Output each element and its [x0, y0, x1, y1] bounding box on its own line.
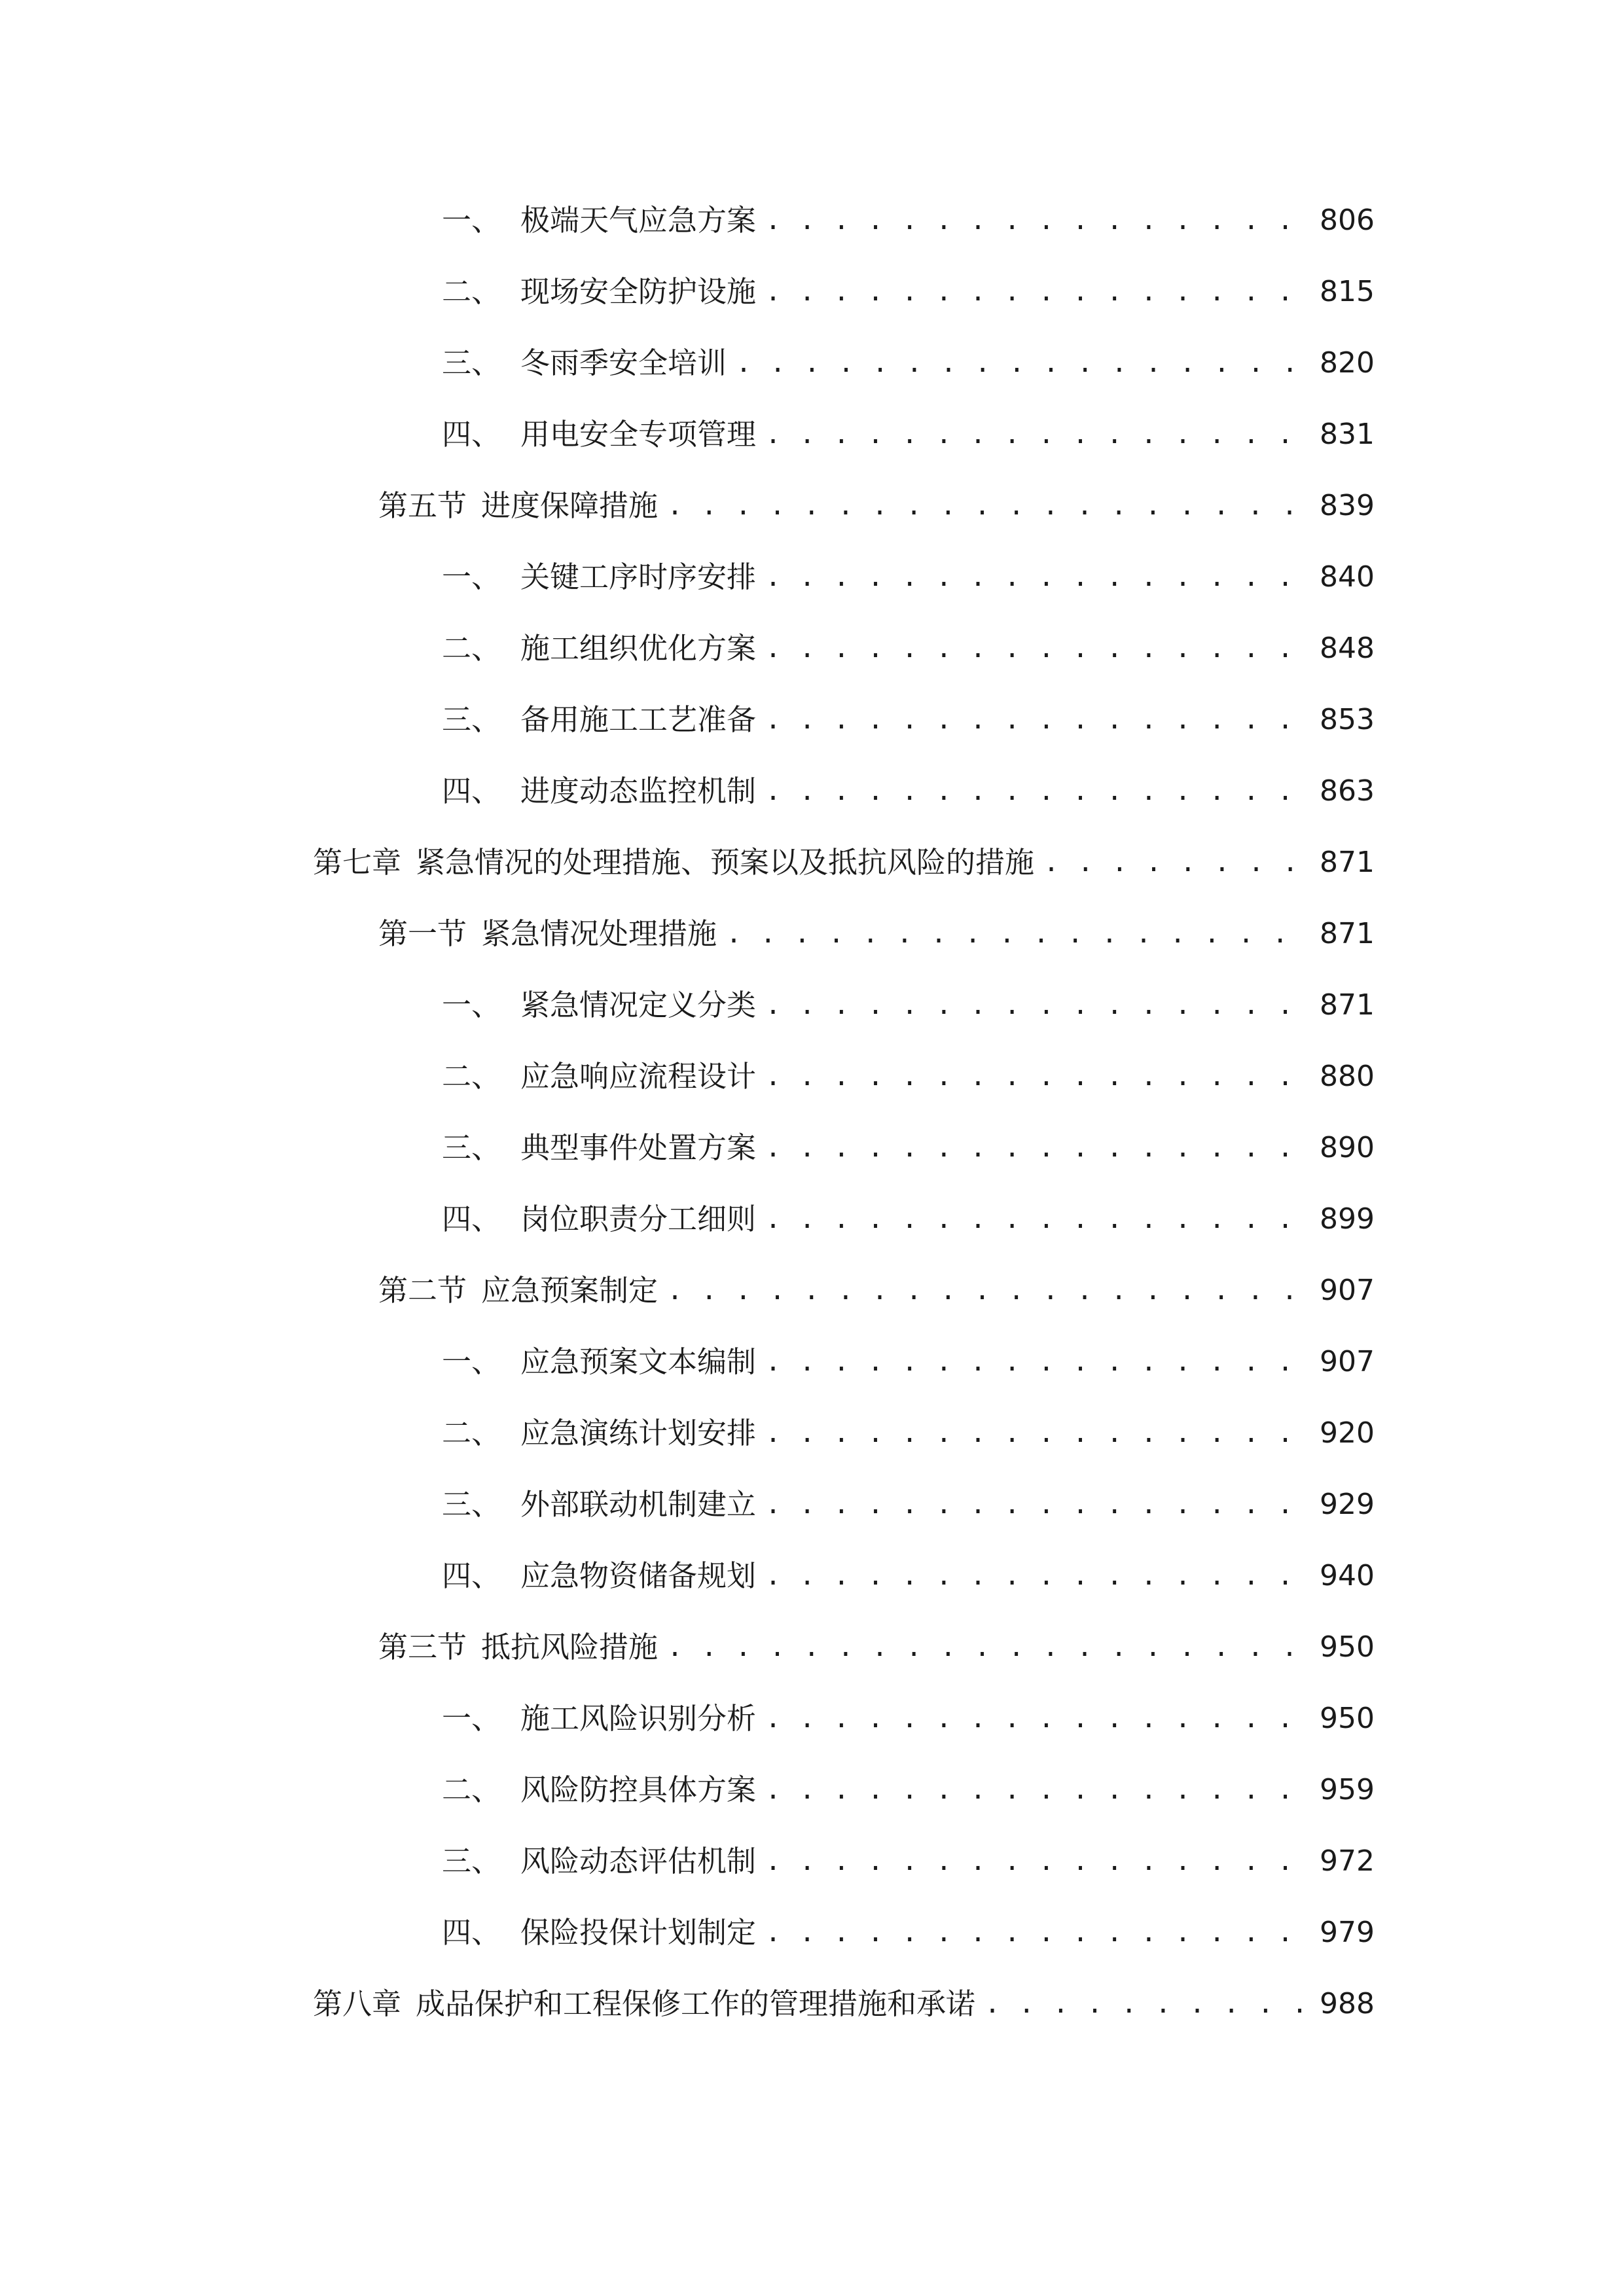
- page-number: 840: [1320, 560, 1375, 594]
- toc-entry[interactable]: [313, 836, 1375, 889]
- toc-entry[interactable]: [378, 1621, 1375, 1674]
- entry-number: 三、: [442, 702, 501, 737]
- toc-entry[interactable]: [378, 1265, 1375, 1317]
- dot-leader: [765, 1550, 1307, 1602]
- entry-title: 外部联动机制建立: [520, 1487, 757, 1522]
- entry-title: 岗位职责分工细则: [520, 1202, 757, 1236]
- page-number: 899: [1320, 1202, 1375, 1236]
- entry-number: 第二节: [378, 1273, 467, 1308]
- entry-number: 四、: [442, 1915, 501, 1950]
- entry-title: 紧急情况定义分类: [520, 988, 757, 1022]
- entry-title: 极端天气应急方案: [520, 203, 757, 238]
- entry-title: 紧急情况的处理措施、预案以及抵抗风险的措施: [416, 845, 1035, 880]
- entry-number: 一、: [442, 203, 501, 238]
- toc-entry[interactable]: [442, 979, 1375, 1031]
- entry-title: 施工组织优化方案: [520, 631, 757, 666]
- page-number: 920: [1320, 1416, 1375, 1450]
- dot-leader: [765, 1193, 1307, 1246]
- entry-number: 第一节: [378, 916, 467, 951]
- entry-number: 一、: [442, 1344, 501, 1379]
- entry-number: 三、: [442, 1487, 501, 1522]
- dot-leader: [765, 1050, 1307, 1103]
- entry-number: 第三节: [378, 1630, 467, 1664]
- dot-leader: [765, 622, 1307, 675]
- dot-leader: [765, 1336, 1307, 1388]
- entry-number: 四、: [442, 1202, 501, 1236]
- dot-leader: [726, 908, 1307, 960]
- entry-title: 保险投保计划制定: [520, 1915, 757, 1950]
- dot-leader: [984, 1978, 1307, 2030]
- page-number: 831: [1320, 418, 1375, 451]
- dot-leader: [667, 1621, 1307, 1674]
- toc-entry[interactable]: [442, 337, 1375, 389]
- toc-entry[interactable]: [442, 765, 1375, 817]
- page-number: 959: [1320, 1773, 1375, 1806]
- toc-entry[interactable]: [442, 1835, 1375, 1888]
- dot-leader: [765, 1479, 1307, 1531]
- dot-leader: [765, 194, 1307, 247]
- entry-title: 应急响应流程设计: [520, 1059, 757, 1094]
- entry-title: 用电安全专项管理: [520, 417, 757, 452]
- entry-number: 四、: [442, 774, 501, 808]
- entry-title: 进度保障措施: [481, 488, 659, 523]
- entry-title: 应急物资储备规划: [520, 1558, 757, 1593]
- dot-leader: [765, 1122, 1307, 1174]
- toc-entry[interactable]: [442, 1764, 1375, 1816]
- page-number: 871: [1320, 917, 1375, 950]
- entry-title: 现场安全防护设施: [520, 274, 757, 309]
- dot-leader: [765, 266, 1307, 318]
- page-number: 863: [1320, 774, 1375, 808]
- dot-leader: [765, 765, 1307, 817]
- toc-entry[interactable]: [442, 266, 1375, 318]
- entry-title: 风险防控具体方案: [520, 1772, 757, 1807]
- entry-title: 典型事件处置方案: [520, 1130, 757, 1165]
- entry-number: 一、: [442, 1701, 501, 1736]
- dot-leader: [765, 979, 1307, 1031]
- dot-leader: [765, 1835, 1307, 1888]
- toc-entry[interactable]: [378, 480, 1375, 532]
- entry-number: 一、: [442, 988, 501, 1022]
- entry-title: 应急预案文本编制: [520, 1344, 757, 1379]
- entry-title: 冬雨季安全培训: [520, 346, 727, 380]
- dot-leader: [765, 551, 1307, 603]
- entry-number: 三、: [442, 1844, 501, 1878]
- page-number: 929: [1320, 1488, 1375, 1521]
- page-number: 950: [1320, 1630, 1375, 1664]
- page-number: 820: [1320, 346, 1375, 380]
- toc-entry[interactable]: [442, 408, 1375, 461]
- entry-title: 抵抗风险措施: [481, 1630, 659, 1664]
- toc-entry[interactable]: [442, 622, 1375, 675]
- toc-entry[interactable]: [442, 1550, 1375, 1602]
- dot-leader: [736, 337, 1307, 389]
- toc-entry[interactable]: [442, 551, 1375, 603]
- toc-entry[interactable]: [442, 1122, 1375, 1174]
- toc-entry[interactable]: [442, 1479, 1375, 1531]
- page-number: 972: [1320, 1844, 1375, 1878]
- dot-leader: [765, 1764, 1307, 1816]
- toc-entry[interactable]: [442, 694, 1375, 746]
- toc-entry[interactable]: [442, 1193, 1375, 1246]
- page-number: 848: [1320, 632, 1375, 665]
- page-number: 871: [1320, 846, 1375, 879]
- dot-leader: [1043, 836, 1307, 889]
- page-number: 988: [1320, 1987, 1375, 2020]
- dot-leader: [765, 1407, 1307, 1460]
- page-number: 806: [1320, 204, 1375, 237]
- entry-title: 风险动态评估机制: [520, 1844, 757, 1878]
- page-number: 950: [1320, 1702, 1375, 1735]
- entry-title: 施工风险识别分析: [520, 1701, 757, 1736]
- entry-title: 关键工序时序安排: [520, 560, 757, 594]
- dot-leader: [765, 1907, 1307, 1959]
- entry-title: 应急预案制定: [481, 1273, 659, 1308]
- entry-title: 进度动态监控机制: [520, 774, 757, 808]
- entry-number: 四、: [442, 417, 501, 452]
- entry-title: 紧急情况处理措施: [481, 916, 717, 951]
- entry-title: 备用施工工艺准备: [520, 702, 757, 737]
- entry-number: 二、: [442, 1772, 501, 1807]
- page-number: 907: [1320, 1345, 1375, 1378]
- page-number: 839: [1320, 489, 1375, 522]
- entry-number: 第七章: [313, 845, 402, 880]
- page-number: 853: [1320, 703, 1375, 736]
- dot-leader: [765, 408, 1307, 461]
- entry-title: 应急演练计划安排: [520, 1416, 757, 1450]
- page-number: 815: [1320, 275, 1375, 308]
- entry-number: 四、: [442, 1558, 501, 1593]
- toc-entry[interactable]: [442, 1693, 1375, 1745]
- page-number: 979: [1320, 1916, 1375, 1949]
- entry-number: 第五节: [378, 488, 467, 523]
- entry-number: 二、: [442, 1416, 501, 1450]
- page-number: 940: [1320, 1559, 1375, 1592]
- page-number: 880: [1320, 1060, 1375, 1093]
- page-number: 871: [1320, 988, 1375, 1022]
- entry-number: 二、: [442, 274, 501, 309]
- toc-entry[interactable]: [442, 1050, 1375, 1103]
- dot-leader: [667, 1265, 1307, 1317]
- entry-number: 二、: [442, 631, 501, 666]
- entry-title: 成品保护和工程保修工作的管理措施和承诺: [416, 1986, 976, 2021]
- toc-entry[interactable]: [378, 908, 1375, 960]
- page-number: 907: [1320, 1274, 1375, 1307]
- dot-leader: [765, 1693, 1307, 1745]
- toc-entry[interactable]: [442, 1407, 1375, 1460]
- toc-entry[interactable]: [442, 194, 1375, 247]
- dot-leader: [667, 480, 1307, 532]
- entry-number: 二、: [442, 1059, 501, 1094]
- toc-entry[interactable]: [442, 1336, 1375, 1388]
- entry-number: 一、: [442, 560, 501, 594]
- entry-number: 三、: [442, 1130, 501, 1165]
- entry-number: 三、: [442, 346, 501, 380]
- dot-leader: [765, 694, 1307, 746]
- toc-entry[interactable]: [442, 1907, 1375, 1959]
- toc-entry[interactable]: [313, 1978, 1375, 2030]
- page-number: 890: [1320, 1131, 1375, 1164]
- entry-number: 第八章: [313, 1986, 402, 2021]
